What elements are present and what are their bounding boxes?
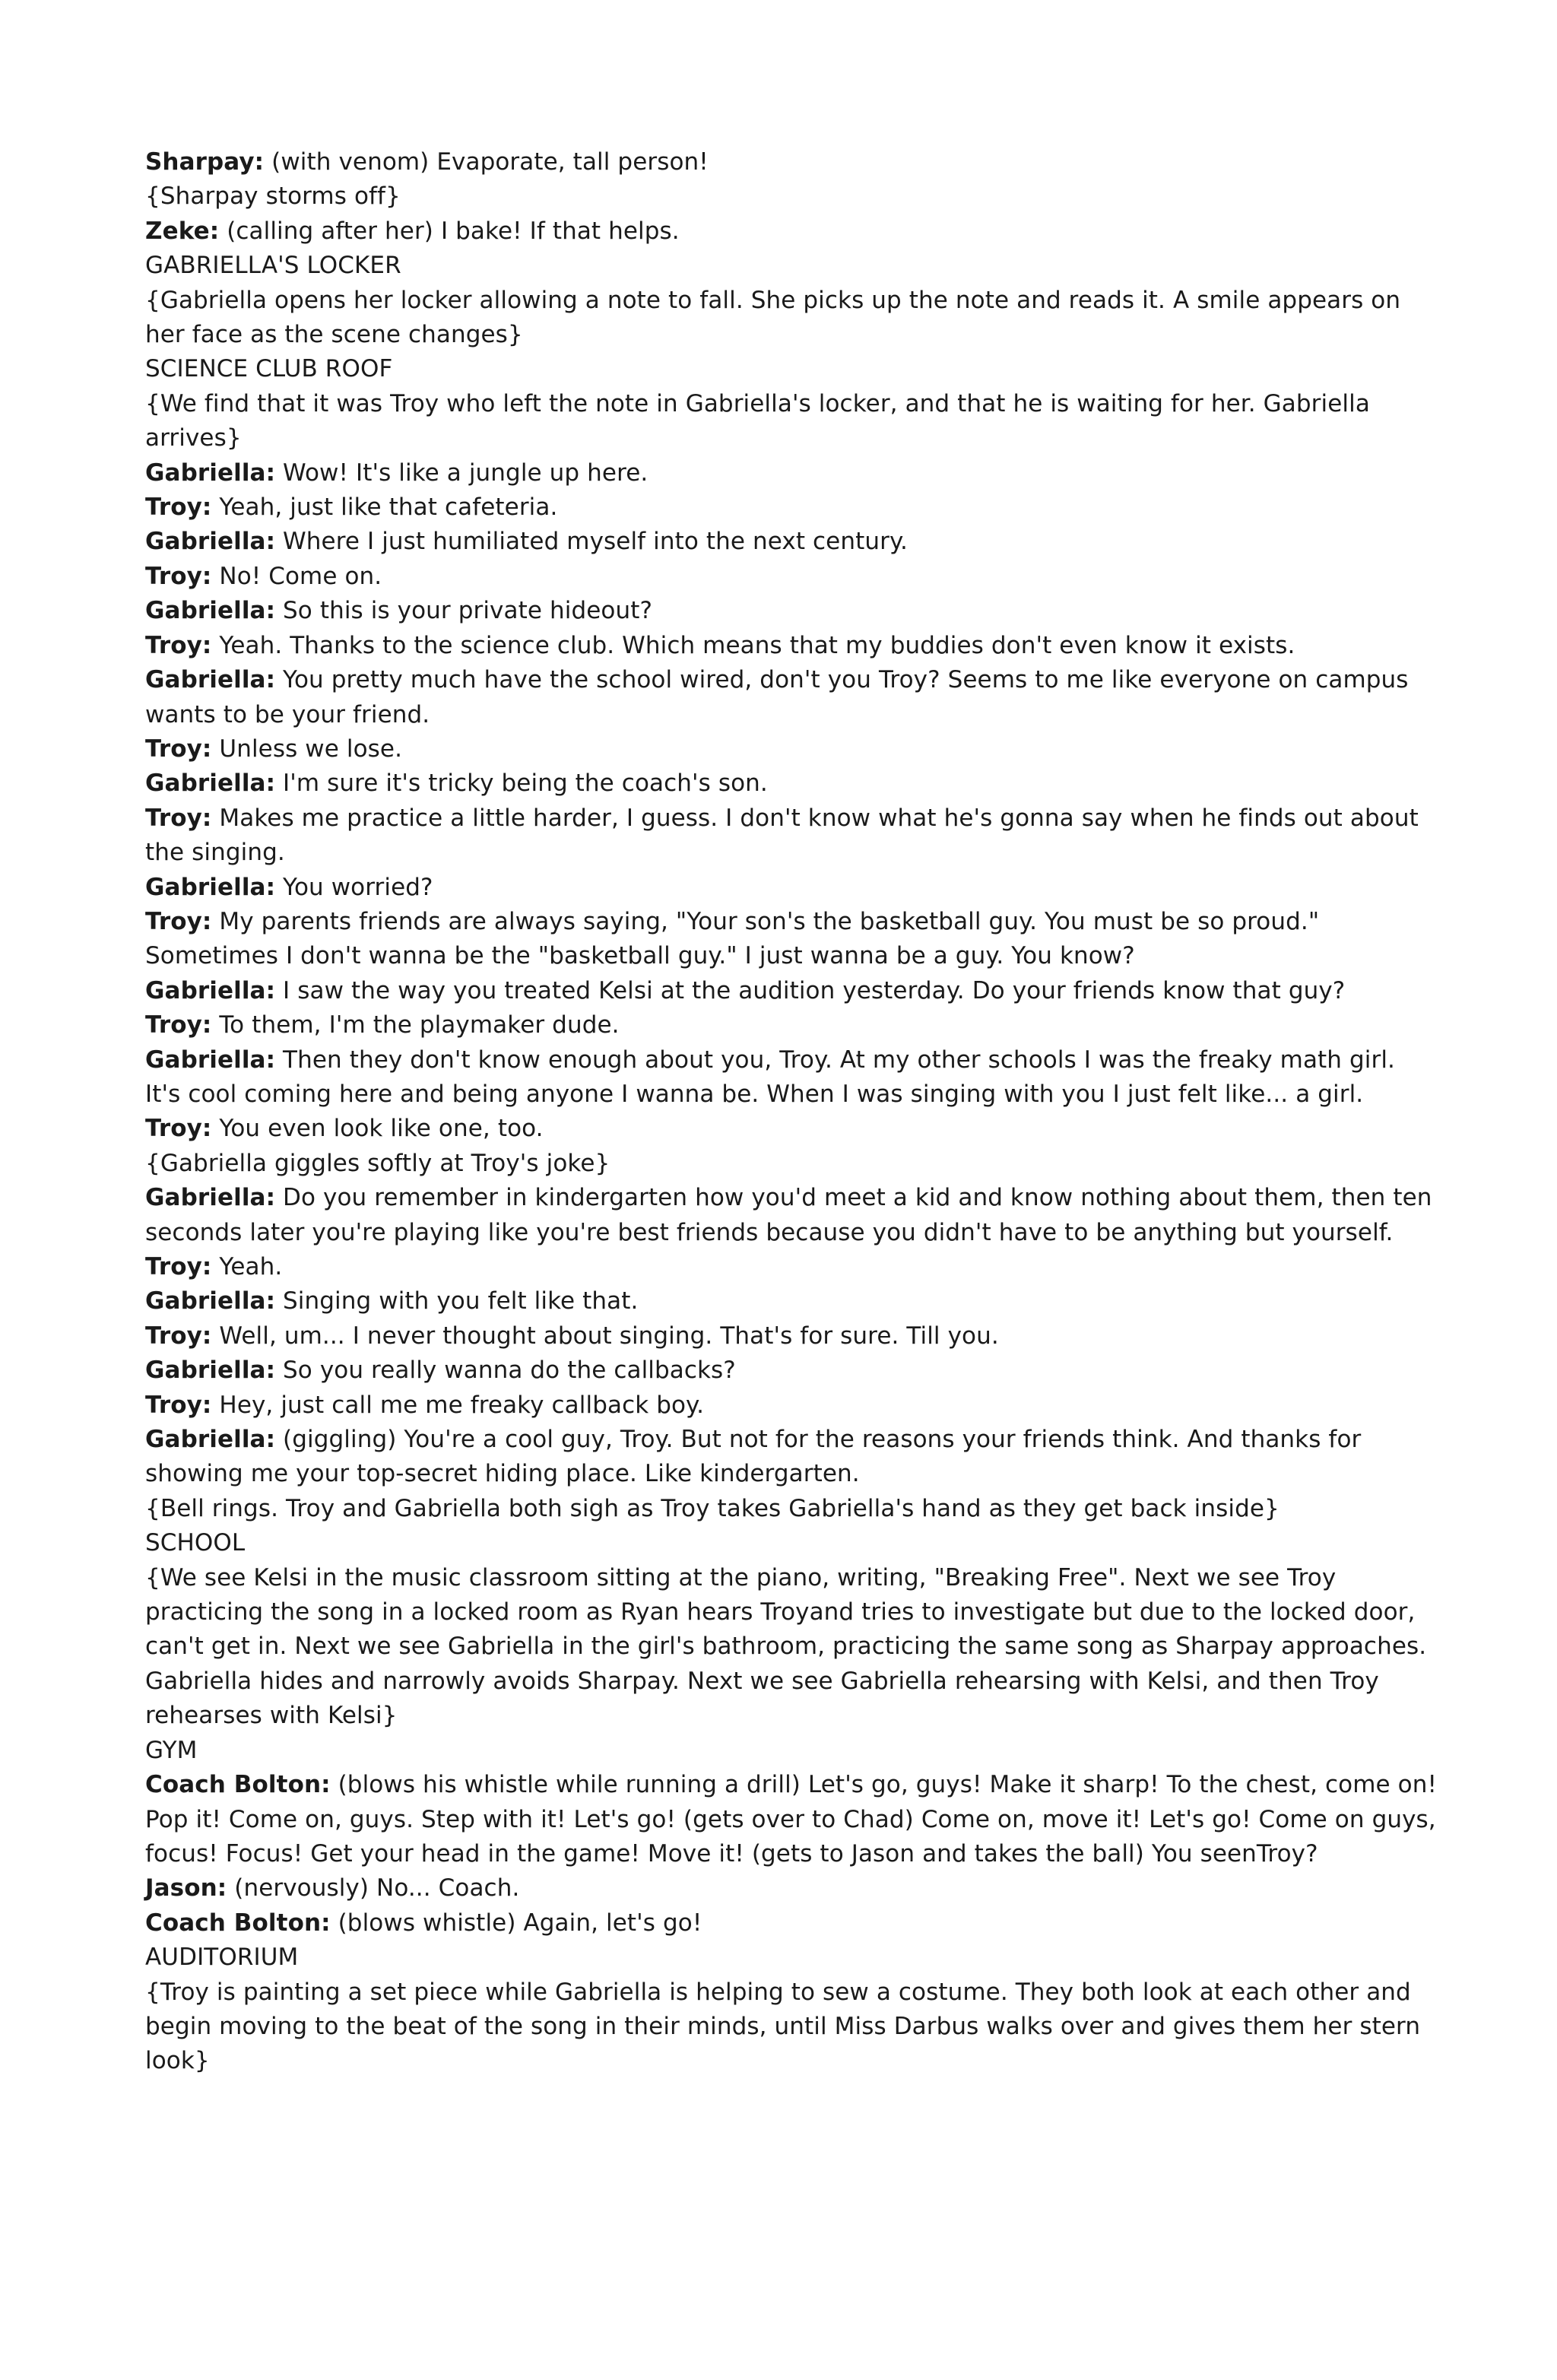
speaker-name: Troy:: [145, 562, 212, 590]
dialogue-text: Yeah, just like that cafeteria.: [219, 493, 558, 522]
dialogue-text: Unless we lose.: [219, 735, 403, 763]
speaker-name: Troy:: [145, 493, 212, 522]
speaker-name: Gabriella:: [145, 1046, 276, 1074]
speaker-name: Gabriella:: [145, 528, 276, 556]
stage-direction: {We see Kelsi in the music classroom sitting at the piano, writing, "Breaking Free". Next we see Troy practicing the song in a locked room as Ryan hears Troyand tries to investigate but due to the locked door, can't get in. Next we see Gabriella in the girl's bathroom, practicing the same song as Sharpay approaches. Gabriella hides and narrowly avoids Sharpay. Next we see Gabriella rehearsing with Kelsi, and then Troy rehearses with Kelsi}: [145, 1563, 1427, 1730]
speaker-name: Zeke:: [145, 217, 220, 245]
dialogue-line: [145, 456, 1438, 490]
speaker-name: Troy:: [145, 631, 212, 659]
speaker-name: Troy:: [145, 1011, 212, 1039]
dialogue-text: (blows his whistle while running a drill) Let's go, guys! Make it sharp! To the chest, come on! Pop it! Come on, guys. Step with it! Let's go! (gets over to Chad) Come on, move it! Let's go! Come on guys, focus! Focus! Get your head in the game! Move it! (gets to Jason and takes the ball) You seenTroy?: [145, 1771, 1437, 1868]
dialogue-text: Then they don't know enough about you, Troy. At my other schools I was the freaky math girl. It's cool coming here and being anyone I wanna be. When I was singing with you I just felt like... a girl.: [145, 1046, 1396, 1108]
dialogue-line: [145, 1388, 1438, 1423]
dialogue-text: Hey, just call me me freaky callback boy.: [219, 1391, 705, 1419]
dialogue-line: [145, 490, 1438, 525]
dialogue-text: Well, um... I never thought about singing. That's for sure. Till you.: [219, 1322, 999, 1350]
dialogue-line: [145, 594, 1438, 628]
dialogue-text: No! Come on.: [219, 562, 382, 590]
dialogue-line: [145, 1181, 1438, 1250]
speaker-name: Troy:: [145, 1391, 212, 1419]
stage-direction: {Gabriella giggles softly at Troy's joke}: [145, 1149, 610, 1177]
dialogue-line: [145, 629, 1438, 663]
scene-heading: AUDITORIUM: [145, 1944, 299, 1972]
dialogue-text: (with venom) Evaporate, tall person!: [271, 148, 709, 176]
dialogue-line: [145, 1250, 1438, 1284]
script-page: [145, 145, 1438, 2079]
dialogue-line: [145, 145, 1438, 179]
dialogue-text: (giggling) You're a cool guy, Troy. But not for the reasons your friends think. And thanks for showing me your top-secret hiding place. Like kindergarten.: [145, 1426, 1362, 1488]
dialogue-line: [145, 1768, 1438, 1871]
dialogue-line: [145, 1871, 1438, 1906]
dialogue-line: [145, 525, 1438, 559]
dialogue-line: [145, 1112, 1438, 1146]
dialogue-text: I saw the way you treated Kelsi at the audition yesterday. Do your friends know that guy?: [283, 976, 1346, 1004]
dialogue-line: [145, 1906, 1438, 1940]
dialogue-text: (blows whistle) Again, let's go!: [338, 1909, 702, 1937]
speaker-name: Troy:: [145, 1115, 212, 1143]
scene-heading: SCIENCE CLUB ROOF: [145, 355, 393, 383]
dialogue-text: Yeah. Thanks to the science club. Which means that my buddies don't even know it exists.: [219, 631, 1295, 659]
dialogue-line: [145, 1353, 1438, 1388]
dialogue-text: My parents friends are always saying, "Your son's the basketball guy. You must be so proud." Sometimes I don't wanna be the "basketball guy." I just wanna be a guy. You know?: [145, 907, 1320, 970]
speaker-name: Troy:: [145, 1253, 212, 1280]
dialogue-line: [145, 1043, 1438, 1112]
dialogue-text: Where I just humiliated myself into the next century.: [283, 528, 908, 556]
stage-direction: {Gabriella opens her locker allowing a note to fall. She picks up the note and reads it. A smile appears on her face as the scene changes}: [145, 286, 1401, 349]
speaker-name: Gabriella:: [145, 597, 276, 625]
scene-heading: GYM: [145, 1736, 198, 1764]
dialogue-text: You even look like one, too.: [219, 1115, 544, 1143]
dialogue-line: [145, 905, 1438, 974]
dialogue-text: Singing with you felt like that.: [283, 1287, 639, 1315]
speaker-name: Gabriella:: [145, 770, 276, 798]
dialogue-line: [145, 1423, 1438, 1492]
speaker-name: Gabriella:: [145, 1287, 276, 1315]
scene-heading: SCHOOL: [145, 1529, 246, 1557]
dialogue-text: You pretty much have the school wired, don't you Troy? Seems to me like everyone on campus wants to be your friend.: [145, 666, 1409, 728]
speaker-name: Coach Bolton:: [145, 1771, 331, 1799]
dialogue-line: [145, 663, 1438, 732]
dialogue-text: Yeah.: [219, 1253, 283, 1280]
dialogue-text: So this is your private hideout?: [283, 597, 653, 625]
speaker-name: Coach Bolton:: [145, 1909, 331, 1937]
speaker-name: Jason:: [145, 1874, 227, 1902]
dialogue-line: [145, 974, 1438, 1008]
dialogue-text: So you really wanna do the callbacks?: [283, 1357, 736, 1385]
dialogue-line: [145, 732, 1438, 766]
stage-direction: {Troy is painting a set piece while Gabriella is helping to sew a costume. They both look at each other and begin moving to the beat of the song in their minds, until Miss Darbus walks over and gives them her stern look}: [145, 1978, 1421, 2075]
dialogue-line: [145, 1319, 1438, 1353]
dialogue-text: You worried?: [283, 873, 433, 901]
dialogue-text: To them, I'm the playmaker dude.: [219, 1011, 620, 1039]
speaker-name: Gabriella:: [145, 976, 276, 1004]
stage-direction: {Bell rings. Troy and Gabriella both sigh as Troy takes Gabriella's hand as they get back inside}: [145, 1494, 1280, 1522]
dialogue-text: Wow! It's like a jungle up here.: [283, 459, 648, 487]
speaker-name: Gabriella:: [145, 459, 276, 487]
dialogue-line: [145, 766, 1438, 801]
speaker-name: Gabriella:: [145, 1184, 276, 1212]
dialogue-text: (nervously) No... Coach.: [234, 1874, 520, 1902]
stage-direction: {We find that it was Troy who left the note in Gabriella's locker, and that he is waiting for her. Gabriella arrives}: [145, 389, 1370, 452]
speaker-name: Gabriella:: [145, 1357, 276, 1385]
speaker-name: Troy:: [145, 907, 212, 935]
speaker-name: Gabriella:: [145, 666, 276, 694]
speaker-name: Troy:: [145, 1322, 212, 1350]
dialogue-text: (calling after her) I bake! If that helps.: [227, 217, 680, 245]
scene-heading: GABRIELLA'S LOCKER: [145, 252, 401, 280]
speaker-name: Troy:: [145, 804, 212, 832]
dialogue-line: [145, 1008, 1438, 1042]
speaker-name: Gabriella:: [145, 873, 276, 901]
dialogue-line: [145, 801, 1438, 871]
stage-direction: {Sharpay storms off}: [145, 182, 401, 211]
dialogue-text: I'm sure it's tricky being the coach's son.: [283, 770, 768, 798]
dialogue-text: Do you remember in kindergarten how you'd meet a kid and know nothing about them, then ten seconds later you're playing like you're best friends because you didn't have to be anything but yourself.: [145, 1184, 1432, 1246]
dialogue-line: [145, 214, 1438, 249]
speaker-name: Sharpay:: [145, 148, 265, 176]
speaker-name: Gabriella:: [145, 1426, 276, 1454]
dialogue-text: Makes me practice a little harder, I guess. I don't know what he's gonna say when he finds out about the singing.: [145, 804, 1419, 867]
dialogue-line: [145, 560, 1438, 594]
dialogue-line: [145, 871, 1438, 905]
speaker-name: Troy:: [145, 735, 212, 763]
dialogue-line: [145, 1284, 1438, 1319]
